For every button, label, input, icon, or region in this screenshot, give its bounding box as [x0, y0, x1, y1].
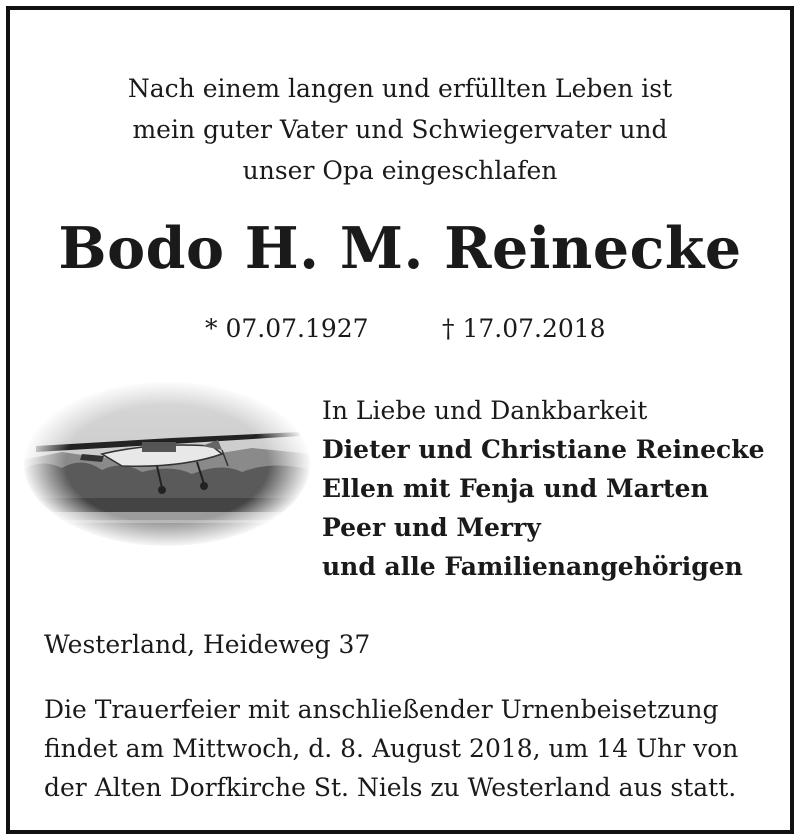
service-line: der Alten Dorfkirche St. Niels zu Westerland aus statt.	[44, 773, 737, 802]
intro-line: mein guter Vater und Schwiegervater und	[132, 115, 668, 144]
mourner-name: Dieter und Christiane Reinecke	[322, 435, 765, 464]
deceased-name: Bodo H. M. Reinecke	[58, 215, 742, 282]
mourners-block	[322, 391, 765, 586]
intro-text	[10, 68, 790, 191]
service-info	[44, 690, 738, 807]
birth-date: * 07.07.1927	[205, 314, 369, 343]
address: Westerland, Heideweg 37	[44, 630, 371, 659]
airplane-photo	[22, 380, 312, 548]
mourner-name: Ellen mit Fenja und Marten	[322, 474, 709, 503]
service-line: Die Trauerfeier mit anschließender Urnenbeisetzung	[44, 695, 719, 724]
intro-line: Nach einem langen und erfüllten Leben ist	[127, 74, 673, 103]
mourner-name: Peer und Merry	[322, 513, 541, 542]
intro-line: unser Opa eingeschlafen	[242, 156, 558, 185]
obituary-frame	[6, 6, 794, 834]
mourners-heading: In Liebe und Dankbarkeit	[322, 396, 648, 425]
service-line: findet am Mittwoch, d. 8. August 2018, um 14 Uhr von	[44, 734, 739, 763]
death-date: † 17.07.2018	[442, 314, 606, 343]
mourner-name: und alle Familienangehörigen	[322, 552, 743, 581]
